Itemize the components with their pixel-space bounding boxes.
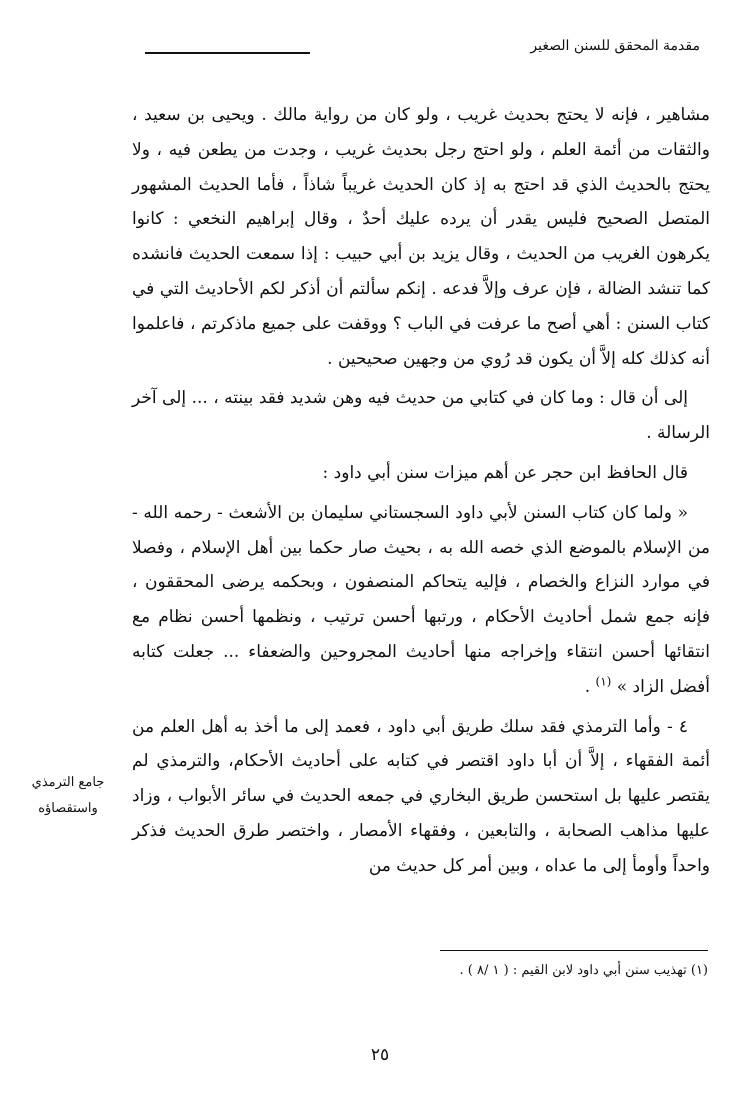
running-header: مقدمة المحقق للسنن الصغير xyxy=(530,38,700,54)
footnote-rule xyxy=(440,950,708,951)
main-text xyxy=(132,98,710,884)
page-number: ٢٥ xyxy=(370,1045,390,1065)
margin-note-line-2: واستقصاؤه xyxy=(38,801,98,816)
footnote: (١) تهذيب سنن أبي داود لابن القيم : ( ١ /٨ ) . xyxy=(459,963,708,978)
margin-note-line-1: جامع الترمذي xyxy=(31,775,105,790)
margin-note xyxy=(14,770,122,822)
quote-text: « ولما كان كتاب السنن لأبي داود السجستاني سليمان بن الأشعث - رحمه الله - من الإسلام بالموضع الذي خصه الله به ، بحيث صار حكما بين أهل الإسلام ، وفصلا في موارد النزاع والخصام ، فإليه يتحاكم المنصفون ، وبحكمه يرضى المحققون ، فإنه جمع شمل أحاديث الأحكام ، ورتبها أحسن ترتيب ، ونظمها أحسن نظام مع انتقائها أحسن انتقاء وإخراجه منها أحاديث المجروحين والضعفاء ... جعلت كتابه أفضل الزاد » xyxy=(132,502,710,697)
paragraph-1: مشاهير ، فإنه لا يحتج بحديث غريب ، ولو كان من رواية مالك . ويحيى بن سعيد ، والثقات من أئمة العلم ، ولو احتج رجل بحديث غريب ، وجدت من يطعن فيه ، ولا يحتج بالحديث الذي قد احتج به إذ كان الحديث غريباً شاذاً ، فأما الحديث المشهور المتصل الصحيح فليس يقدر أن يرده عليك أحدٌ ، وقال إبراهيم النخعي : كانوا يكرهون الغريب من الحديث ، وقال يزيد بن أبي حبيب : إذا سمعت الحديث فانشده كما تنشد الضالة ، فإن عرف وإلاَّ فدعه . إنكم سألتم أن أذكر لكم الأحاديث التي في كتاب السنن : أهي أصح ما عرفت في الباب ؟ ووقفت على جميع ماذكرتم ، فاعلموا أنه كذلك كله إلاَّ أن يكون قد رُوي من وجهين صحيحين . xyxy=(132,105,710,369)
paragraph-5: ٤ - وأما الترمذي فقد سلك طريق أبي داود ، فعمد إلى ما أخذ به أهل العلم من أئمة الفقهاء ، إلاَّ أن أبا داود اقتصر في كتابه على أحاديث الأحكام، والترمذي لم يقتصر عليها بل استحسن طريق البخاري في جمعه الحديث في سائر الأبواب ، وزاد عليها مذاهب الصحابة ، والتابعين ، وفقهاء الأمصار ، واختصر طرق الحديث فذكر واحداً وأومأ إلى ما عداه ، وبين أمر كل حديث من xyxy=(132,716,710,876)
paragraph-2: إلى أن قال : وما كان في كتابي من حديث فيه وهن شديد فقد بينته ، ... إلى آخر الرسالة . xyxy=(132,388,710,444)
paragraph-3: قال الحافظ ابن حجر عن أهم ميزات سنن أبي داود : xyxy=(322,462,688,483)
quote-end: . xyxy=(584,676,596,697)
header-rule xyxy=(145,52,310,54)
paragraph-4 xyxy=(132,496,710,705)
footnote-reference: (١) xyxy=(595,674,612,689)
